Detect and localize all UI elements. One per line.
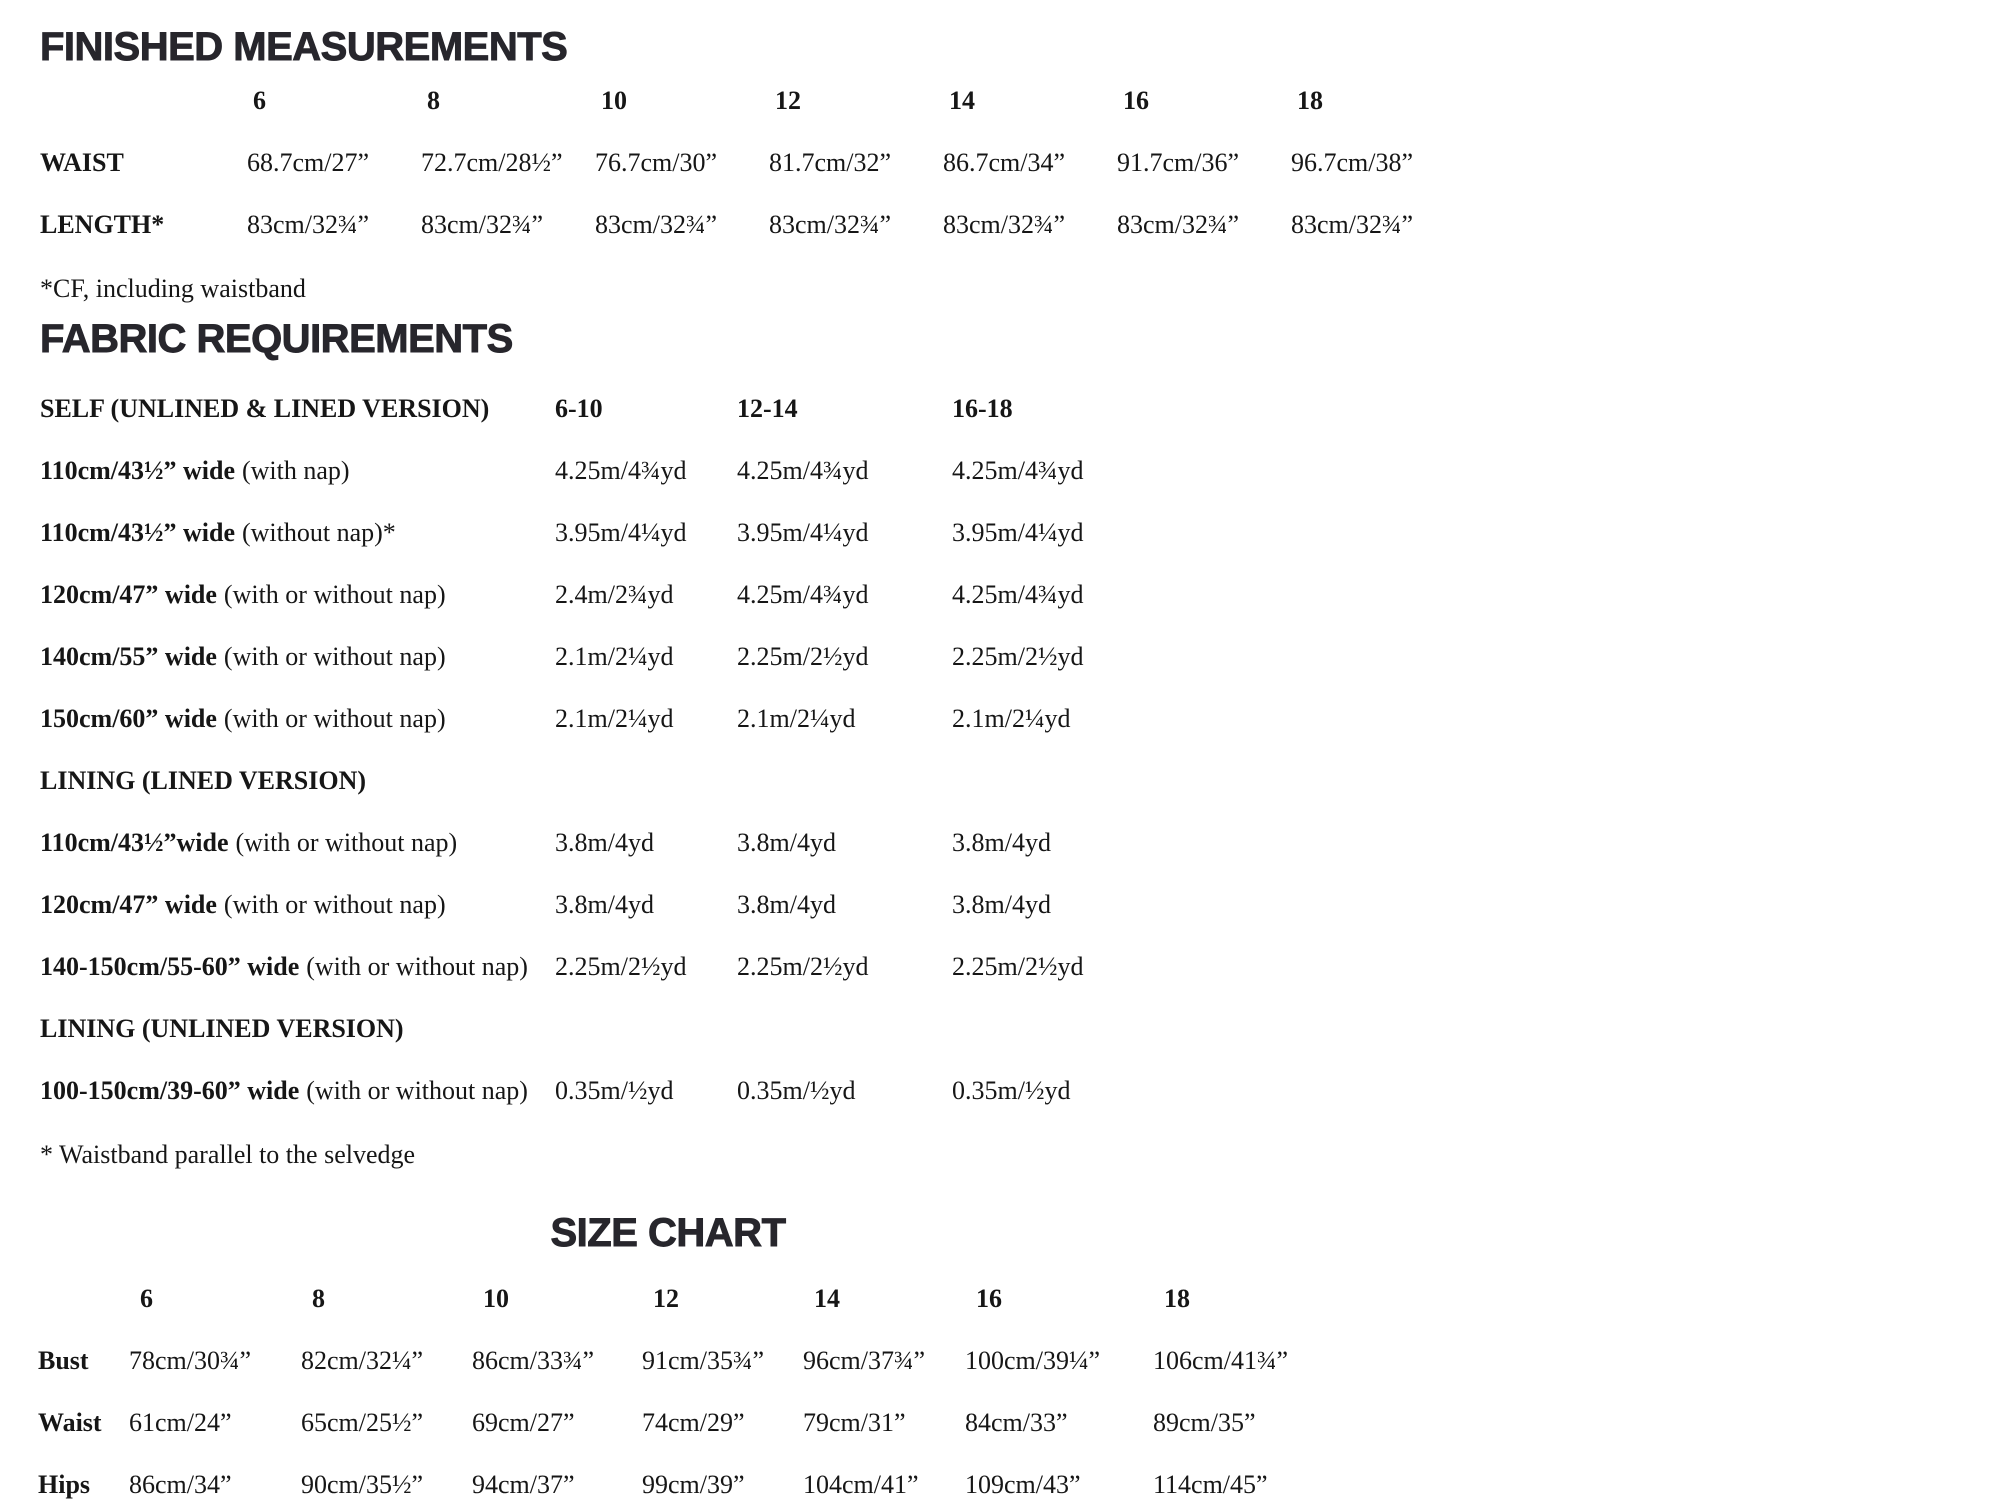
sc-size-header-16: 16 xyxy=(976,1284,1002,1313)
fm-size-header-12: 12 xyxy=(775,86,801,115)
fr-size-group-6-10: 6-10 xyxy=(555,394,603,423)
fr-yardage-value: 2.25m/2½yd xyxy=(737,642,869,671)
sc-bust-value: 100cm/39¼” xyxy=(965,1346,1101,1375)
fr-yardage-value: 0.35m/½yd xyxy=(952,1076,1071,1105)
fm-length-value: 83cm/32¾” xyxy=(1117,210,1240,239)
fm-size-header-10: 10 xyxy=(601,86,627,115)
fabric-width-label: 100-150cm/39-60” wide xyxy=(40,1076,300,1105)
sc-hips-value: 94cm/37” xyxy=(472,1470,575,1499)
sc-size-header-6: 6 xyxy=(140,1284,153,1313)
nap-note: (with or without nap) xyxy=(223,704,446,733)
fr-size-group-16-18: 16-18 xyxy=(952,394,1013,423)
fm-size-header-14: 14 xyxy=(949,86,975,115)
sc-bust-value: 96cm/37¾” xyxy=(803,1346,926,1375)
nap-note: (with or without nap) xyxy=(306,952,528,981)
fm-length-value: 83cm/32¾” xyxy=(247,210,370,239)
fr-section-heading-self: SELF (UNLINED & LINED VERSION) xyxy=(40,394,490,423)
sc-hips-value: 90cm/35½” xyxy=(301,1470,424,1499)
fm-waist-value: 72.7cm/28½” xyxy=(421,148,563,177)
fr-yardage-value: 3.95m/4¼yd xyxy=(952,518,1084,547)
sc-waist-value: 89cm/35” xyxy=(1153,1408,1256,1437)
fm-size-header-16: 16 xyxy=(1123,86,1149,115)
fr-yardage-value: 4.25m/4¾yd xyxy=(952,580,1084,609)
fm-waist-value: 91.7cm/36” xyxy=(1117,148,1240,177)
sc-bust-value: 78cm/30¾” xyxy=(129,1346,252,1375)
sc-bust-value: 91cm/35¾” xyxy=(642,1346,765,1375)
sc-hips-value: 86cm/34” xyxy=(129,1470,232,1499)
fm-waist-value: 86.7cm/34” xyxy=(943,148,1066,177)
fabric-width-label: 110cm/43½” wide xyxy=(40,518,235,547)
fr-section-heading-lining-lined: LINING (LINED VERSION) xyxy=(40,766,367,795)
fr-row-label xyxy=(40,580,555,610)
fm-length-value: 83cm/32¾” xyxy=(1291,210,1414,239)
fr-yardage-value: 3.95m/4¼yd xyxy=(737,518,869,547)
fr-yardage-value: 4.25m/4¾yd xyxy=(737,580,869,609)
sc-waist-value: 74cm/29” xyxy=(642,1408,745,1437)
fr-yardage-value: 0.35m/½yd xyxy=(737,1076,856,1105)
fabric-width-label: 110cm/43½” wide xyxy=(40,456,235,485)
fr-row-label xyxy=(40,704,555,734)
fabric-width-label: 140cm/55” wide xyxy=(40,642,217,671)
fr-row-label xyxy=(40,642,555,672)
sc-bust-row-label: Bust xyxy=(38,1346,89,1375)
fr-yardage-value: 2.1m/2¼yd xyxy=(952,704,1071,733)
size-chart-title: SIZE CHART xyxy=(550,1211,786,1255)
fr-yardage-value: 3.8m/4yd xyxy=(555,828,654,857)
sc-waist-value: 65cm/25½” xyxy=(301,1408,424,1437)
fm-length-value: 83cm/32¾” xyxy=(769,210,892,239)
fr-yardage-value: 2.25m/2½yd xyxy=(952,952,1084,981)
nap-note: (with or without nap) xyxy=(223,890,446,919)
nap-note: (with or without nap) xyxy=(306,1076,528,1105)
sc-waist-value: 69cm/27” xyxy=(472,1408,575,1437)
sc-hips-value: 109cm/43” xyxy=(965,1470,1081,1499)
fr-yardage-value: 2.1m/2¼yd xyxy=(555,642,674,671)
fabric-requirements-table xyxy=(40,378,1252,1122)
sc-hips-value: 114cm/45” xyxy=(1153,1470,1268,1499)
sc-bust-value: 106cm/41¾” xyxy=(1153,1346,1289,1375)
fr-yardage-value: 4.25m/4¾yd xyxy=(952,456,1084,485)
fr-yardage-value: 2.1m/2¼yd xyxy=(555,704,674,733)
fr-yardage-value: 4.25m/4¾yd xyxy=(737,456,869,485)
size-chart-table xyxy=(38,1268,1353,1500)
sc-bust-value: 86cm/33¾” xyxy=(472,1346,595,1375)
fr-yardage-value: 3.8m/4yd xyxy=(555,890,654,919)
sc-hips-value: 104cm/41” xyxy=(803,1470,919,1499)
fm-waist-value: 81.7cm/32” xyxy=(769,148,892,177)
fm-length-value: 83cm/32¾” xyxy=(595,210,718,239)
fr-section-heading-lining-unlined: LINING (UNLINED VERSION) xyxy=(40,1014,404,1043)
fr-yardage-value: 3.8m/4yd xyxy=(737,890,836,919)
nap-note: (without nap)* xyxy=(242,518,396,547)
fr-row-label xyxy=(40,518,555,548)
fr-yardage-value: 2.1m/2¼yd xyxy=(737,704,856,733)
sc-waist-value: 84cm/33” xyxy=(965,1408,1068,1437)
fr-yardage-value: 2.25m/2½yd xyxy=(952,642,1084,671)
fm-size-header-6: 6 xyxy=(253,86,266,115)
fm-waist-value: 76.7cm/30” xyxy=(595,148,718,177)
fabric-width-label: 150cm/60” wide xyxy=(40,704,217,733)
sc-size-header-12: 12 xyxy=(653,1284,679,1313)
fabric-width-label: 120cm/47” wide xyxy=(40,890,217,919)
fabric-width-label: 120cm/47” wide xyxy=(40,580,217,609)
fm-size-header-18: 18 xyxy=(1297,86,1323,115)
fabric-requirements-title: FABRIC REQUIREMENTS xyxy=(40,317,513,361)
fabric-width-label: 110cm/43½”wide xyxy=(40,828,229,857)
fr-yardage-value: 0.35m/½yd xyxy=(555,1076,674,1105)
sc-size-header-10: 10 xyxy=(483,1284,509,1313)
fr-size-group-12-14: 12-14 xyxy=(737,394,798,423)
nap-note: (with or without nap) xyxy=(223,580,446,609)
nap-note: (with or without nap) xyxy=(223,642,446,671)
sc-hips-row-label: Hips xyxy=(38,1470,91,1499)
fabric-width-label: 140-150cm/55-60” wide xyxy=(40,952,300,981)
sc-waist-value: 79cm/31” xyxy=(803,1408,906,1437)
nap-note: (with or without nap) xyxy=(235,828,458,857)
fr-yardage-value: 3.8m/4yd xyxy=(952,828,1051,857)
sc-waist-row-label: Waist xyxy=(38,1408,102,1437)
fm-length-value: 83cm/32¾” xyxy=(943,210,1066,239)
sc-waist-value: 61cm/24” xyxy=(129,1408,232,1437)
sc-size-header-14: 14 xyxy=(814,1284,840,1313)
fr-footnote: * Waistband parallel to the selvedge xyxy=(40,1140,416,1169)
finished-measurements-title: FINISHED MEASUREMENTS xyxy=(40,25,568,69)
fr-row-label xyxy=(40,890,555,920)
fr-yardage-value: 2.25m/2½yd xyxy=(737,952,869,981)
fr-yardage-value: 2.25m/2½yd xyxy=(555,952,687,981)
sc-hips-value: 99cm/39” xyxy=(642,1470,745,1499)
fm-waist-value: 68.7cm/27” xyxy=(247,148,370,177)
fm-size-header-8: 8 xyxy=(427,86,440,115)
fr-yardage-value: 3.8m/4yd xyxy=(737,828,836,857)
fr-row-label xyxy=(40,952,555,982)
fr-yardage-value: 3.95m/4¼yd xyxy=(555,518,687,547)
fr-yardage-value: 2.4m/2¾yd xyxy=(555,580,674,609)
fm-footnote: *CF, including waistband xyxy=(40,274,306,303)
fr-yardage-value: 3.8m/4yd xyxy=(952,890,1051,919)
fm-waist-row-label: WAIST xyxy=(40,148,124,177)
fr-row-label xyxy=(40,1076,555,1106)
fr-row-label xyxy=(40,456,555,486)
finished-measurements-table xyxy=(40,70,1465,256)
sc-bust-value: 82cm/32¼” xyxy=(301,1346,424,1375)
nap-note: (with nap) xyxy=(242,456,350,485)
fr-yardage-value: 4.25m/4¾yd xyxy=(555,456,687,485)
fr-row-label xyxy=(40,828,555,858)
sc-size-header-18: 18 xyxy=(1164,1284,1190,1313)
fm-length-value: 83cm/32¾” xyxy=(421,210,544,239)
fm-waist-value: 96.7cm/38” xyxy=(1291,148,1414,177)
sc-size-header-8: 8 xyxy=(312,1284,325,1313)
fm-length-row-label: LENGTH* xyxy=(40,210,165,239)
